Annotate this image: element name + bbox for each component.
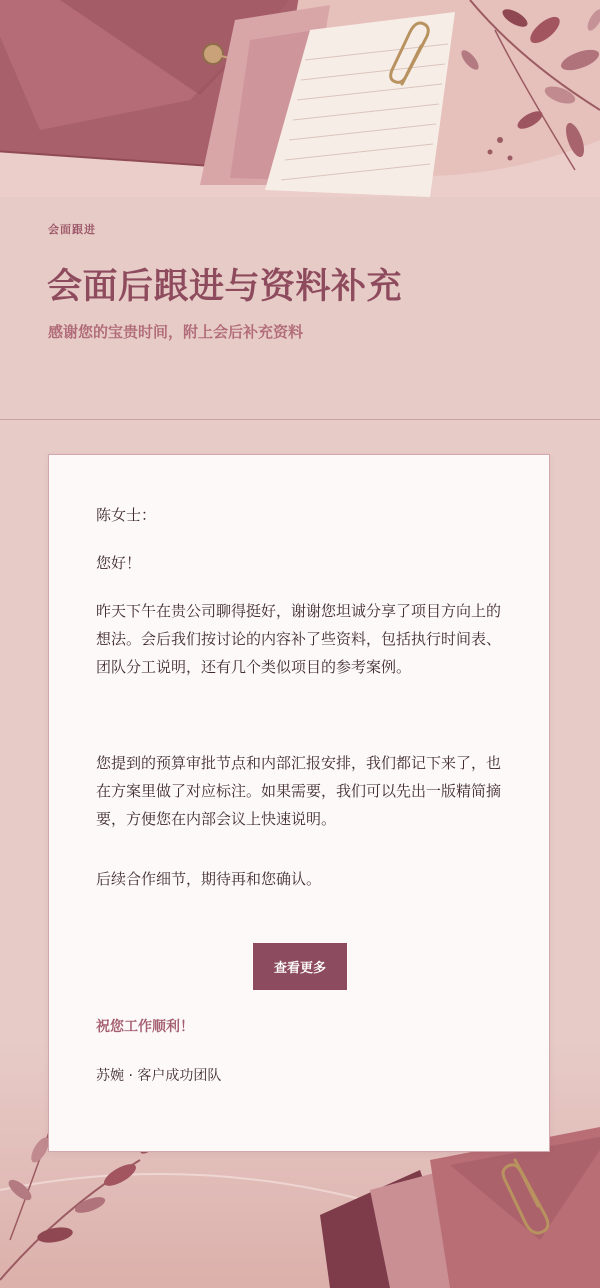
page-subtitle: 感谢您的宝贵时间，附上会后补充资料 — [48, 323, 304, 341]
view-more-button[interactable]: 查看更多 — [253, 943, 347, 990]
letter-closing: 祝您工作顺利！ — [96, 1019, 194, 1035]
letter-greeting: 您好！ — [96, 554, 142, 572]
eyebrow-label: 会面跟进 — [48, 223, 96, 236]
letter-paragraph: 昨天下午在贵公司聊得挺好，谢谢您坦诚分享了项目方向上的想法。会后我们按讨论的内容补了些资料，包括执行时间表、团队分工说明，还有几个类似项目的参考案例。 — [96, 602, 502, 676]
page-title: 会面后跟进与资料补充 — [47, 267, 403, 307]
header-divider — [0, 419, 600, 420]
email-header — [0, 197, 600, 419]
letter-paragraph: 您提到的预算审批节点和内部汇报安排，我们都记下来了，也在方案里做了对应标注。如果需要，我们可以先出一版精简摘要，方便您在内部会议上快速说明。 — [96, 754, 502, 828]
letter-signature: 苏婉 · 客户成功团队 — [96, 1068, 222, 1084]
letter-salutation: 陈女士： — [96, 506, 157, 524]
letter-card — [48, 454, 550, 1152]
letter-paragraph: 后续合作细节，期待再和您确认。 — [96, 870, 322, 888]
hero-illustration — [0, 0, 600, 197]
